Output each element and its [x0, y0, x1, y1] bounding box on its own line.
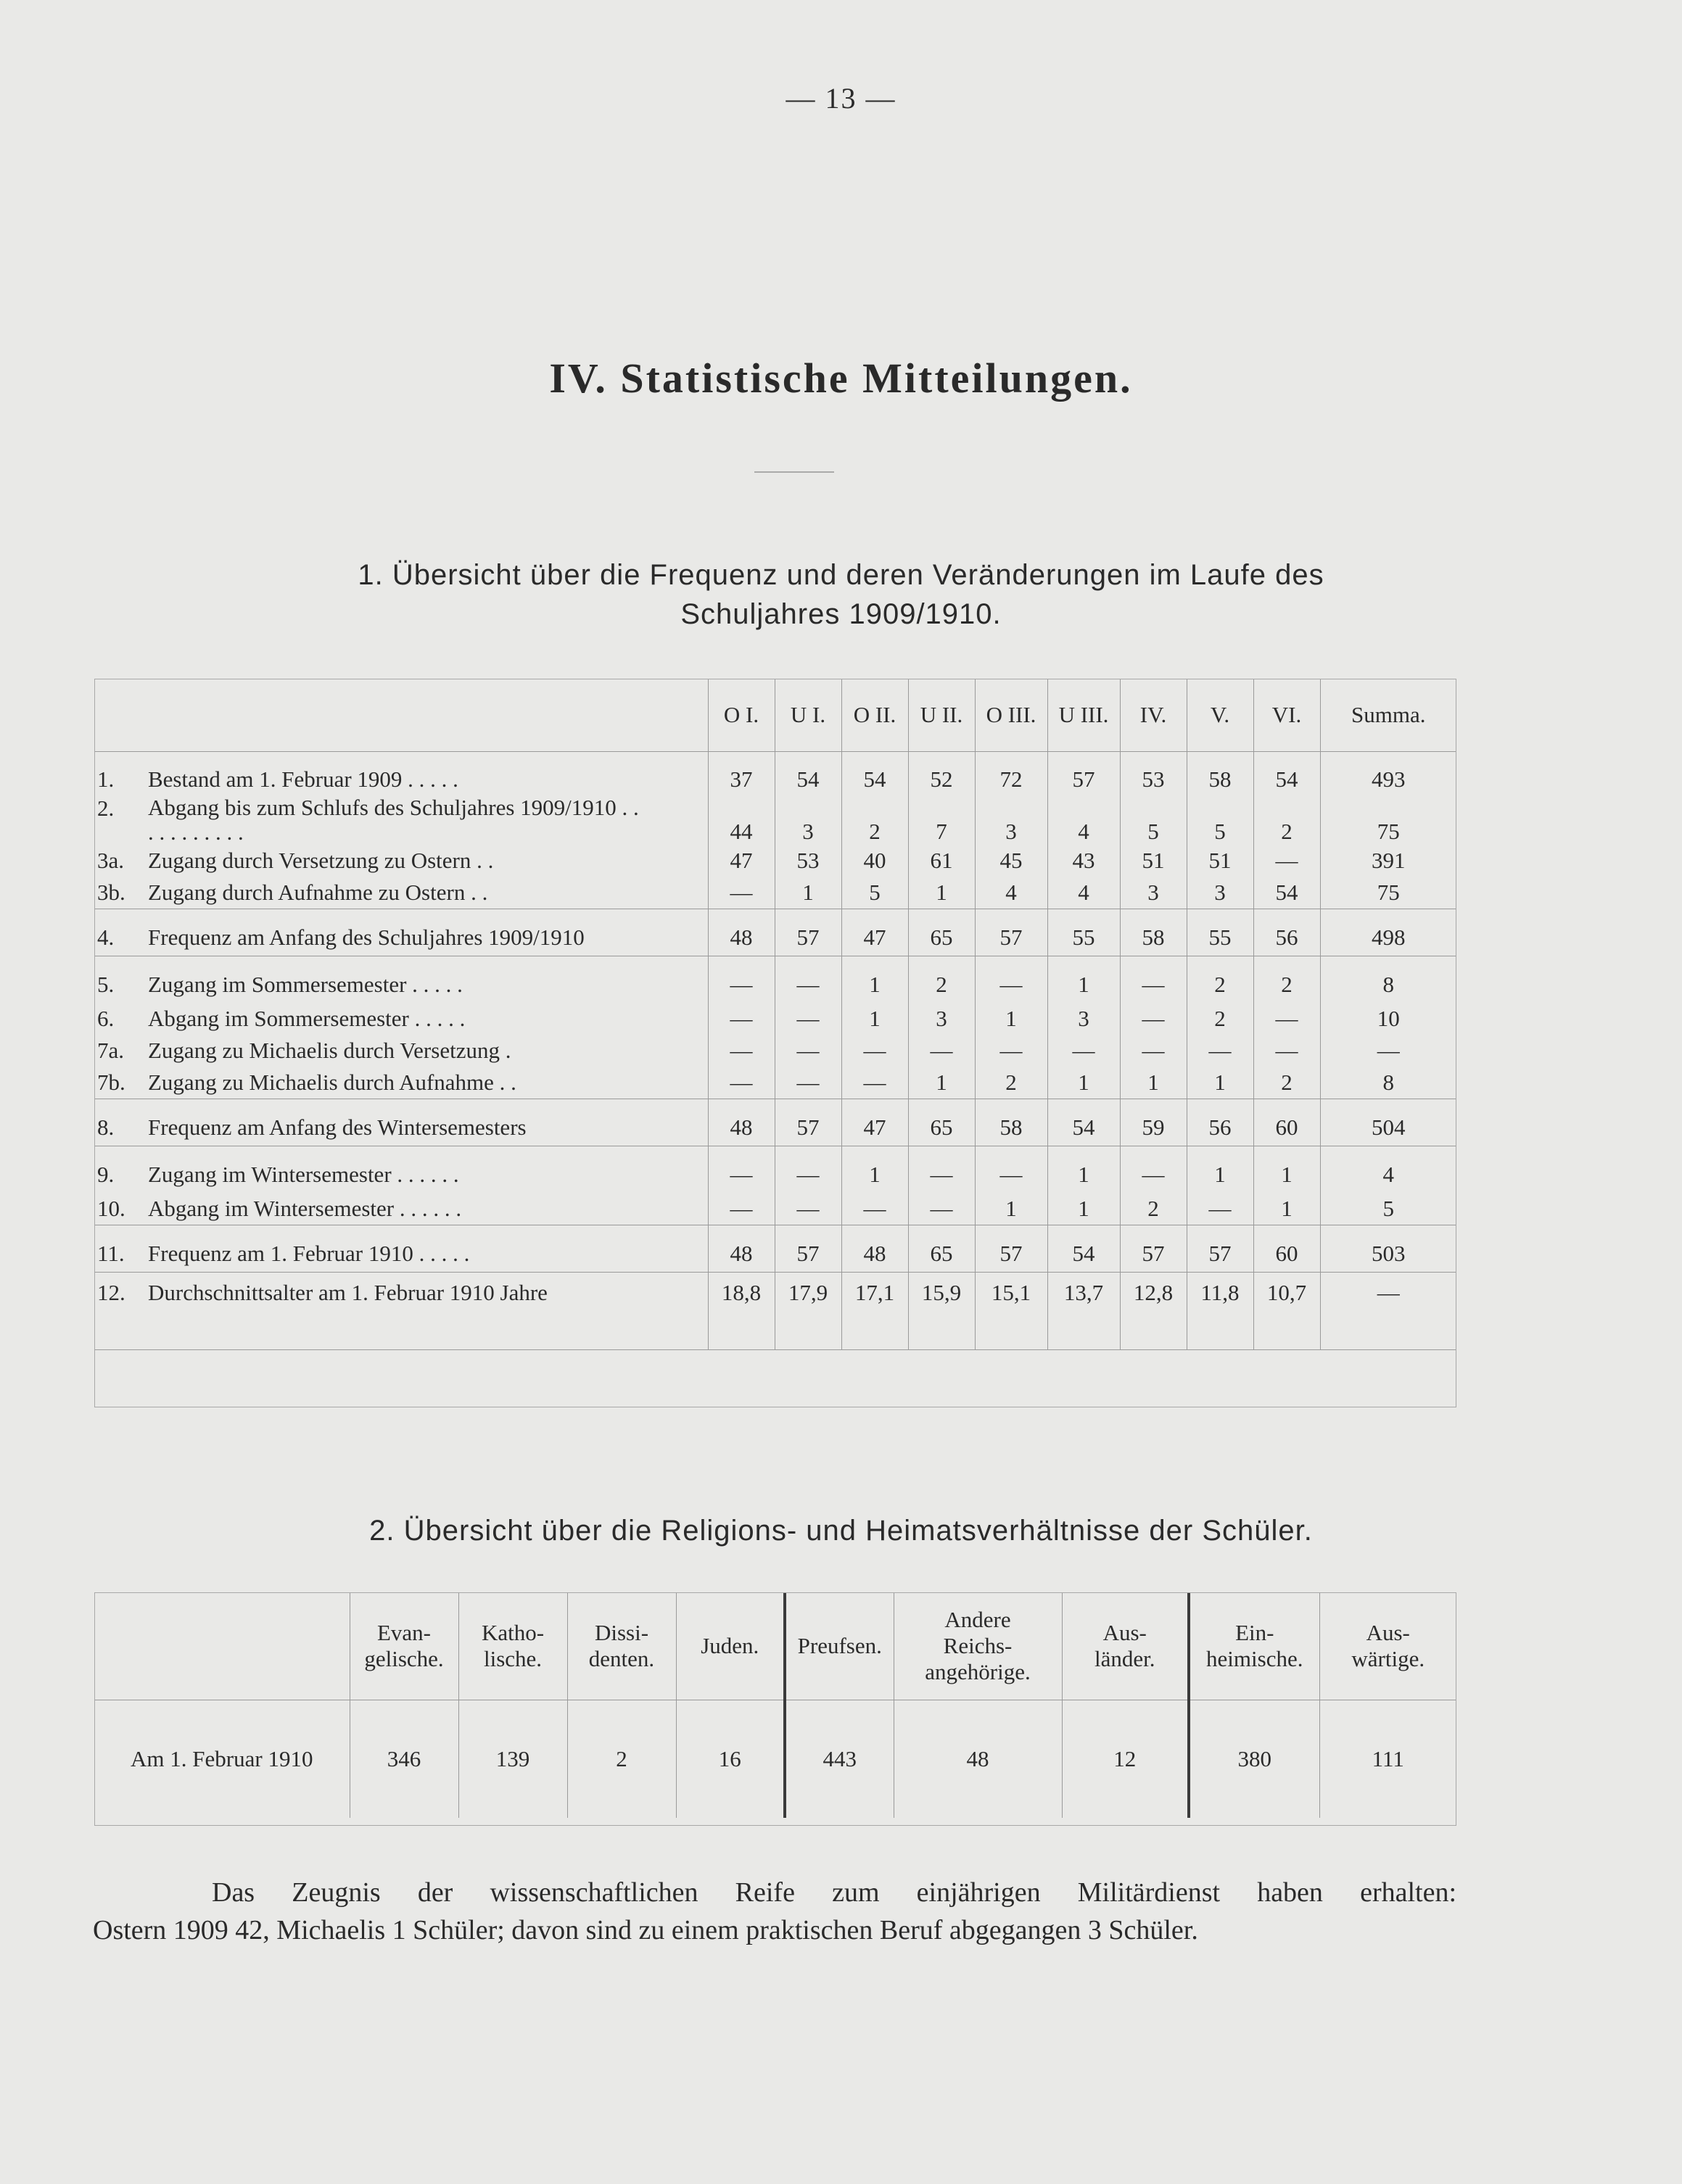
column-header: Preufsen. — [785, 1592, 894, 1700]
table-cell: 17,1 — [841, 1273, 908, 1350]
table-cell: — — [1120, 956, 1187, 1004]
footer-line1: Das Zeugnis der wissenschaftlichen Reife zum einjährigen Militärdienst haben erhalten: — [212, 1877, 1456, 1908]
row-number: 10. — [97, 1196, 125, 1221]
table-cell: 57 — [975, 1225, 1047, 1273]
table-cell: — — [975, 956, 1047, 1004]
column-header: O III. — [975, 679, 1047, 752]
table-row — [94, 1099, 1456, 1146]
table-cell: 54 — [841, 752, 908, 796]
table-cell: 3 — [1120, 877, 1187, 909]
table-cell: 1 — [1047, 1146, 1120, 1194]
row-number: 3a. — [97, 848, 125, 873]
table-cell: 60 — [1253, 1099, 1320, 1146]
table-row — [94, 795, 1456, 845]
table-row — [94, 1003, 1456, 1035]
row-label — [94, 795, 708, 845]
row-text: Zugang zu Michaelis durch Versetzung . — [148, 1038, 511, 1063]
table-row — [94, 1273, 1456, 1350]
table-cell: 57 — [975, 909, 1047, 956]
row-number: 7a. — [97, 1038, 125, 1063]
table-row — [94, 877, 1456, 909]
row-number: 12. — [97, 1280, 125, 1305]
column-header: O I. — [708, 679, 775, 752]
row-label — [94, 1099, 708, 1146]
table-cell: 2 — [1253, 1067, 1320, 1099]
table-cell: — — [775, 1193, 841, 1225]
table-cell: 10 — [1320, 1003, 1456, 1035]
table-cell: — — [775, 1067, 841, 1099]
table-cell: 54 — [775, 752, 841, 796]
table-cell: 48 — [841, 1225, 908, 1273]
table-cell: 1 — [1187, 1146, 1253, 1194]
table-cell: 40 — [841, 845, 908, 877]
table-cell: 1 — [908, 877, 975, 909]
table-cell: — — [908, 1193, 975, 1225]
column-header: Summa. — [1320, 679, 1456, 752]
row-number: 8. — [97, 1114, 115, 1140]
table-cell: — — [775, 956, 841, 1004]
table-cell: 48 — [708, 1225, 775, 1273]
table-cell: — — [1320, 1035, 1456, 1067]
religion-table — [94, 1592, 1456, 1818]
row-number: 9. — [97, 1162, 115, 1187]
table-cell: 55 — [1187, 909, 1253, 956]
table-cell: 3 — [775, 795, 841, 845]
table-row — [94, 1193, 1456, 1225]
table-cell: 2 — [1253, 956, 1320, 1004]
table-cell: 1 — [1047, 1193, 1120, 1225]
table-cell: 4 — [1320, 1146, 1456, 1194]
row-label — [94, 1003, 708, 1035]
table-cell: 65 — [908, 909, 975, 956]
table-cell: 493 — [1320, 752, 1456, 796]
row-number: 11. — [97, 1241, 125, 1266]
table-row — [94, 1700, 1456, 1819]
table-row — [94, 909, 1456, 956]
table-cell: 8 — [1320, 1067, 1456, 1099]
column-header: IV. — [1120, 679, 1187, 752]
row-number: 7b. — [97, 1070, 125, 1095]
table-cell: 37 — [708, 752, 775, 796]
table-cell: 1 — [775, 877, 841, 909]
table-cell: 57 — [775, 909, 841, 956]
row-label — [94, 1067, 708, 1099]
table-cell: 4 — [1047, 795, 1120, 845]
divider — [754, 471, 834, 473]
table-cell: 7 — [908, 795, 975, 845]
table-cell: 16 — [676, 1700, 785, 1819]
row-number: 5. — [97, 972, 115, 997]
table-row — [94, 956, 1456, 1004]
column-header: Andere Reichs- angehörige. — [894, 1592, 1062, 1700]
row-label — [94, 877, 708, 909]
table-cell: 48 — [708, 1099, 775, 1146]
table-cell: 5 — [1187, 795, 1253, 845]
row-label — [94, 956, 708, 1004]
table-cell: 1 — [975, 1003, 1047, 1035]
row-label: Am 1. Februar 1910 — [131, 1746, 313, 1771]
table-cell: 54 — [1253, 752, 1320, 796]
column-header: Katho- lische. — [458, 1592, 567, 1700]
table-cell: 3 — [908, 1003, 975, 1035]
row-text: Frequenz am 1. Februar 1910 . . . . . — [148, 1241, 470, 1266]
table-cell: 48 — [894, 1700, 1062, 1819]
table-cell: 4 — [975, 877, 1047, 909]
table-cell: 2 — [1187, 1003, 1253, 1035]
row-number: 4. — [97, 925, 115, 950]
table-cell: 1 — [975, 1193, 1047, 1225]
table-cell: 111 — [1319, 1700, 1456, 1819]
table-cell: 3 — [1047, 1003, 1120, 1035]
table-cell: — — [1120, 1003, 1187, 1035]
row-number: 6. — [97, 1006, 115, 1031]
row-text: Bestand am 1. Februar 1909 . . . . . — [148, 766, 458, 792]
table-cell: 58 — [975, 1099, 1047, 1146]
column-header: Evan- gelische. — [350, 1592, 458, 1700]
column-header: Aus- länder. — [1062, 1592, 1189, 1700]
table-row — [94, 1067, 1456, 1099]
row-number: 2. — [97, 795, 115, 821]
table2-header-desc — [94, 1592, 350, 1700]
column-header: Juden. — [676, 1592, 785, 1700]
row-label — [94, 1193, 708, 1225]
column-header: O II. — [841, 679, 908, 752]
row-text: Zugang zu Michaelis durch Aufnahme . . — [148, 1070, 516, 1095]
table-cell: — — [775, 1146, 841, 1194]
column-header: U III. — [1047, 679, 1120, 752]
table-cell: — — [975, 1146, 1047, 1194]
table-cell: — — [708, 956, 775, 1004]
table-cell: 48 — [708, 909, 775, 956]
table-cell: 1 — [841, 956, 908, 1004]
table-cell: 2 — [1253, 795, 1320, 845]
row-label — [94, 845, 708, 877]
table-cell: 15,1 — [975, 1273, 1047, 1350]
table-cell: 57 — [775, 1225, 841, 1273]
table-cell: 1 — [1047, 1067, 1120, 1099]
table-cell: 56 — [1187, 1099, 1253, 1146]
column-header: VI. — [1253, 679, 1320, 752]
table-cell: 5 — [1320, 1193, 1456, 1225]
table-cell: 15,9 — [908, 1273, 975, 1350]
frequency-table — [94, 679, 1456, 1350]
table-cell: 346 — [350, 1700, 458, 1819]
table-row — [94, 1146, 1456, 1194]
table1-title — [0, 555, 1682, 634]
table-cell: 8 — [1320, 956, 1456, 1004]
table-cell: 55 — [1047, 909, 1120, 956]
table-cell: 57 — [1120, 1225, 1187, 1273]
table-cell: 51 — [1187, 845, 1253, 877]
table-cell: 75 — [1320, 877, 1456, 909]
row-text: Abgang im Wintersemester . . . . . . — [148, 1196, 462, 1221]
table-cell: 1 — [1187, 1067, 1253, 1099]
row-number: 1. — [97, 766, 115, 792]
table-cell: 54 — [1047, 1099, 1120, 1146]
table-cell: — — [708, 1067, 775, 1099]
table-cell: 13,7 — [1047, 1273, 1120, 1350]
table-cell: 58 — [1187, 752, 1253, 796]
table-cell: — — [775, 1035, 841, 1067]
table-cell: 1 — [841, 1003, 908, 1035]
table-cell: — — [1120, 1035, 1187, 1067]
column-header: Aus- wärtige. — [1319, 1592, 1456, 1700]
table-cell: 43 — [1047, 845, 1120, 877]
table-cell: — — [1120, 1146, 1187, 1194]
column-header: V. — [1187, 679, 1253, 752]
table-cell: — — [908, 1035, 975, 1067]
row-text: Frequenz am Anfang des Wintersemesters — [148, 1114, 527, 1140]
table-cell: 2 — [1120, 1193, 1187, 1225]
row-text: Zugang durch Aufnahme zu Ostern . . — [148, 880, 488, 905]
table-cell: 3 — [1187, 877, 1253, 909]
table-cell: 1 — [908, 1067, 975, 1099]
table-cell: 17,9 — [775, 1273, 841, 1350]
table-cell: 504 — [1320, 1099, 1456, 1146]
table-cell: 56 — [1253, 909, 1320, 956]
table1-header-desc — [94, 679, 708, 752]
table-cell: 57 — [1047, 752, 1120, 796]
table-cell: — — [975, 1035, 1047, 1067]
table-cell: 5 — [1120, 795, 1187, 845]
table-cell: 498 — [1320, 909, 1456, 956]
row-text: Zugang im Wintersemester . . . . . . — [148, 1162, 459, 1187]
table-cell: 61 — [908, 845, 975, 877]
table-cell: — — [775, 1003, 841, 1035]
row-text: Abgang im Sommersemester . . . . . — [148, 1006, 466, 1031]
table1-title-line2: Schuljahres 1909/1910. — [680, 598, 1002, 630]
table-cell: — — [708, 1003, 775, 1035]
table-cell: 139 — [458, 1700, 567, 1819]
row-text: Durchschnittsalter am 1. Februar 1910 Jahre — [148, 1280, 548, 1305]
table-cell: 2 — [841, 795, 908, 845]
table-cell: — — [841, 1067, 908, 1099]
table-cell: — — [708, 1193, 775, 1225]
row-text: Abgang bis zum Schlufs des Schuljahres 1909/1910 . . . . . . . . . . . — [148, 795, 639, 845]
table-cell: 75 — [1320, 795, 1456, 845]
table-cell: — — [841, 1193, 908, 1225]
table-cell: 58 — [1120, 909, 1187, 956]
table2-title: 2. Übersicht über die Religions- und Heimatsverhältnisse der Schüler. — [369, 1515, 1313, 1547]
table-cell: 72 — [975, 752, 1047, 796]
row-text: Zugang im Sommersemester . . . . . — [148, 972, 463, 997]
table-cell: — — [1320, 1273, 1456, 1350]
table-cell: 54 — [1047, 1225, 1120, 1273]
table-cell: 2 — [908, 956, 975, 1004]
row-label — [94, 1225, 708, 1273]
table-cell: 12,8 — [1120, 1273, 1187, 1350]
table-cell: — — [708, 1146, 775, 1194]
table-cell: 1 — [1120, 1067, 1187, 1099]
table-cell: 2 — [1187, 956, 1253, 1004]
table-cell: 47 — [708, 845, 775, 877]
column-header: Dissi- denten. — [567, 1592, 676, 1700]
table-cell: 443 — [785, 1700, 894, 1819]
table-cell: 51 — [1120, 845, 1187, 877]
table-row — [94, 1035, 1456, 1067]
table-cell: — — [1187, 1193, 1253, 1225]
table-cell: 10,7 — [1253, 1273, 1320, 1350]
table-cell: 4 — [1047, 877, 1120, 909]
table-cell: 5 — [841, 877, 908, 909]
table-cell: 65 — [908, 1099, 975, 1146]
table-cell: — — [1047, 1035, 1120, 1067]
table-cell: 391 — [1320, 845, 1456, 877]
table-cell: 45 — [975, 845, 1047, 877]
table-cell: 2 — [567, 1700, 676, 1819]
row-label — [94, 1146, 708, 1194]
row-label — [94, 1035, 708, 1067]
table-cell: — — [841, 1035, 908, 1067]
table-cell: 11,8 — [1187, 1273, 1253, 1350]
table-cell: 44 — [708, 795, 775, 845]
row-text: Zugang durch Versetzung zu Ostern . . — [148, 848, 494, 873]
table-cell: 47 — [841, 1099, 908, 1146]
table-cell: 1 — [1047, 956, 1120, 1004]
row-label — [94, 1273, 708, 1350]
table-row — [94, 1225, 1456, 1273]
table-cell: — — [1187, 1035, 1253, 1067]
table-cell: 54 — [1253, 877, 1320, 909]
table-cell: — — [1253, 845, 1320, 877]
table-cell: — — [908, 1146, 975, 1194]
section-title: IV. Statistische Mitteilungen. — [549, 355, 1133, 402]
column-header: U I. — [775, 679, 841, 752]
table-cell: 18,8 — [708, 1273, 775, 1350]
table-cell: 3 — [975, 795, 1047, 845]
column-header: Ein- heimische. — [1189, 1592, 1319, 1700]
table-cell: 1 — [1253, 1193, 1320, 1225]
row-label — [94, 752, 708, 796]
footer-line2: Ostern 1909 42, Michaelis 1 Schüler; davon sind zu einem praktischen Beruf abgegangen 3 Schüler. — [93, 1915, 1198, 1945]
table-cell: 57 — [1187, 1225, 1253, 1273]
table-cell: 59 — [1120, 1099, 1187, 1146]
row-number: 3b. — [97, 880, 125, 905]
page-number: — 13 — — [786, 82, 896, 115]
table-cell: 2 — [975, 1067, 1047, 1099]
table-cell: 1 — [1253, 1146, 1320, 1194]
table-cell: 380 — [1189, 1700, 1319, 1819]
table-row — [94, 752, 1456, 796]
table-cell: 503 — [1320, 1225, 1456, 1273]
table-cell: 53 — [1120, 752, 1187, 796]
table-cell: 47 — [841, 909, 908, 956]
footer-paragraph — [93, 1874, 1456, 1949]
table1-header-row — [94, 679, 1456, 752]
table-cell: 65 — [908, 1225, 975, 1273]
table-cell: 53 — [775, 845, 841, 877]
table2-header-row — [94, 1592, 1456, 1700]
table-cell: 1 — [841, 1146, 908, 1194]
table-cell: 52 — [908, 752, 975, 796]
table-cell: 57 — [775, 1099, 841, 1146]
table-cell: — — [708, 877, 775, 909]
table-cell: 60 — [1253, 1225, 1320, 1273]
table-cell: — — [708, 1035, 775, 1067]
row-text: Frequenz am Anfang des Schuljahres 1909/1910 — [148, 925, 585, 950]
table-cell: — — [1253, 1003, 1320, 1035]
row-label — [94, 909, 708, 956]
column-header: U II. — [908, 679, 975, 752]
table-cell: 12 — [1062, 1700, 1189, 1819]
table1-title-line1: 1. Übersicht über die Frequenz und deren Veränderungen im Laufe des — [358, 559, 1324, 591]
table-cell: — — [1253, 1035, 1320, 1067]
table-row — [94, 845, 1456, 877]
